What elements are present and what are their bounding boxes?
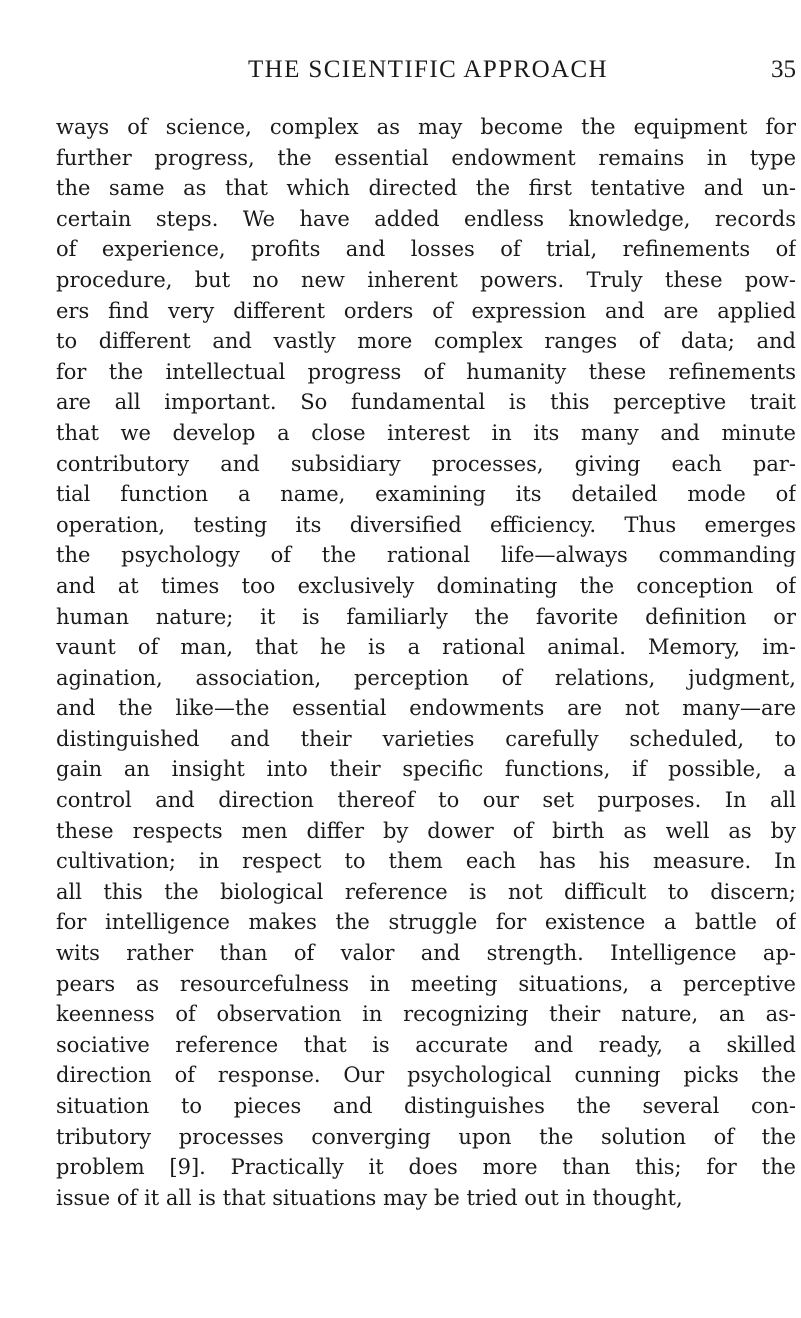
text-line: pears as resourcefulness in meeting situations, a perceptive <box>56 971 796 996</box>
text-line: ers find very different orders of expression and are applied <box>56 298 796 323</box>
text-line: wits rather than of valor and strength. Intelligence ap- <box>56 941 796 966</box>
text-line: that we develop a close interest in its many and minute <box>56 420 796 445</box>
text-line: vaunt of man, that he is a rational animal. Memory, im- <box>56 635 796 660</box>
text-line: cultivation; in respect to them each has his measure. In <box>56 849 796 874</box>
text-line: further progress, the essential endowment remains in type <box>56 145 796 170</box>
running-head <box>60 50 796 90</box>
text-line: problem [9]. Practically it does more than this; for the <box>56 1155 796 1180</box>
text-line: ways of science, complex as may become the equipment for <box>56 115 796 139</box>
text-line: operation, testing its diversified efficiency. Thus emerges <box>56 512 796 537</box>
text-line: to different and vastly more complex ranges of data; and <box>56 329 796 354</box>
text-line: distinguished and their varieties carefully scheduled, to <box>56 726 796 751</box>
text-line: procedure, but no new inherent powers. Truly these pow- <box>56 267 796 292</box>
text-line: keenness of observation in recognizing their nature, an as- <box>56 1002 796 1027</box>
text-line: are all important. So fundamental is this perceptive trait <box>56 390 796 415</box>
text-line: tial function a name, examining its detailed mode of <box>56 482 796 507</box>
text-line: for the intellectual progress of humanity these refinements <box>56 359 796 384</box>
text-line: certain steps. We have added endless knowledge, records <box>56 206 796 231</box>
running-head-title: THE SCIENTIFIC APPROACH <box>247 56 609 83</box>
text-line: the same as that which directed the first tentative and un- <box>56 176 796 201</box>
text-line: these respects men differ by dower of birth as well as by <box>56 818 796 843</box>
text-line: human nature; it is familiarly the favorite definition or <box>56 604 796 629</box>
body-paragraph <box>56 112 796 1213</box>
text-line: the psychology of the rational life—always commanding <box>56 543 796 568</box>
text-line: of experience, profits and losses of trial, refinements of <box>56 237 796 262</box>
text-line: gain an insight into their specific functions, if possible, a <box>56 757 796 782</box>
text-line: and at times too exclusively dominating the conception of <box>56 573 796 598</box>
text-line: agination, association, perception of relations, judgment, <box>56 665 796 690</box>
text-line: contributory and subsidiary processes, giving each par- <box>56 451 796 476</box>
text-line: for intelligence makes the struggle for existence a battle of <box>56 910 796 935</box>
text-line: control and direction thereof to our set purposes. In all <box>56 788 796 813</box>
text-line: and the like—the essential endowments are not many—are <box>56 696 796 721</box>
text-line: sociative reference that is accurate and ready, a skilled <box>56 1032 796 1057</box>
text-line: direction of response. Our psychological cunning picks the <box>56 1063 796 1088</box>
page-number: 35 <box>771 56 796 83</box>
text-line: tributory processes converging upon the solution of the <box>56 1124 796 1149</box>
text-line: situation to pieces and distinguishes the several con- <box>56 1094 796 1118</box>
text-line: issue of it all is that situations may be tried out in thought, <box>56 1185 683 1210</box>
text-line: all this the biological reference is not difficult to discern; <box>56 879 796 904</box>
